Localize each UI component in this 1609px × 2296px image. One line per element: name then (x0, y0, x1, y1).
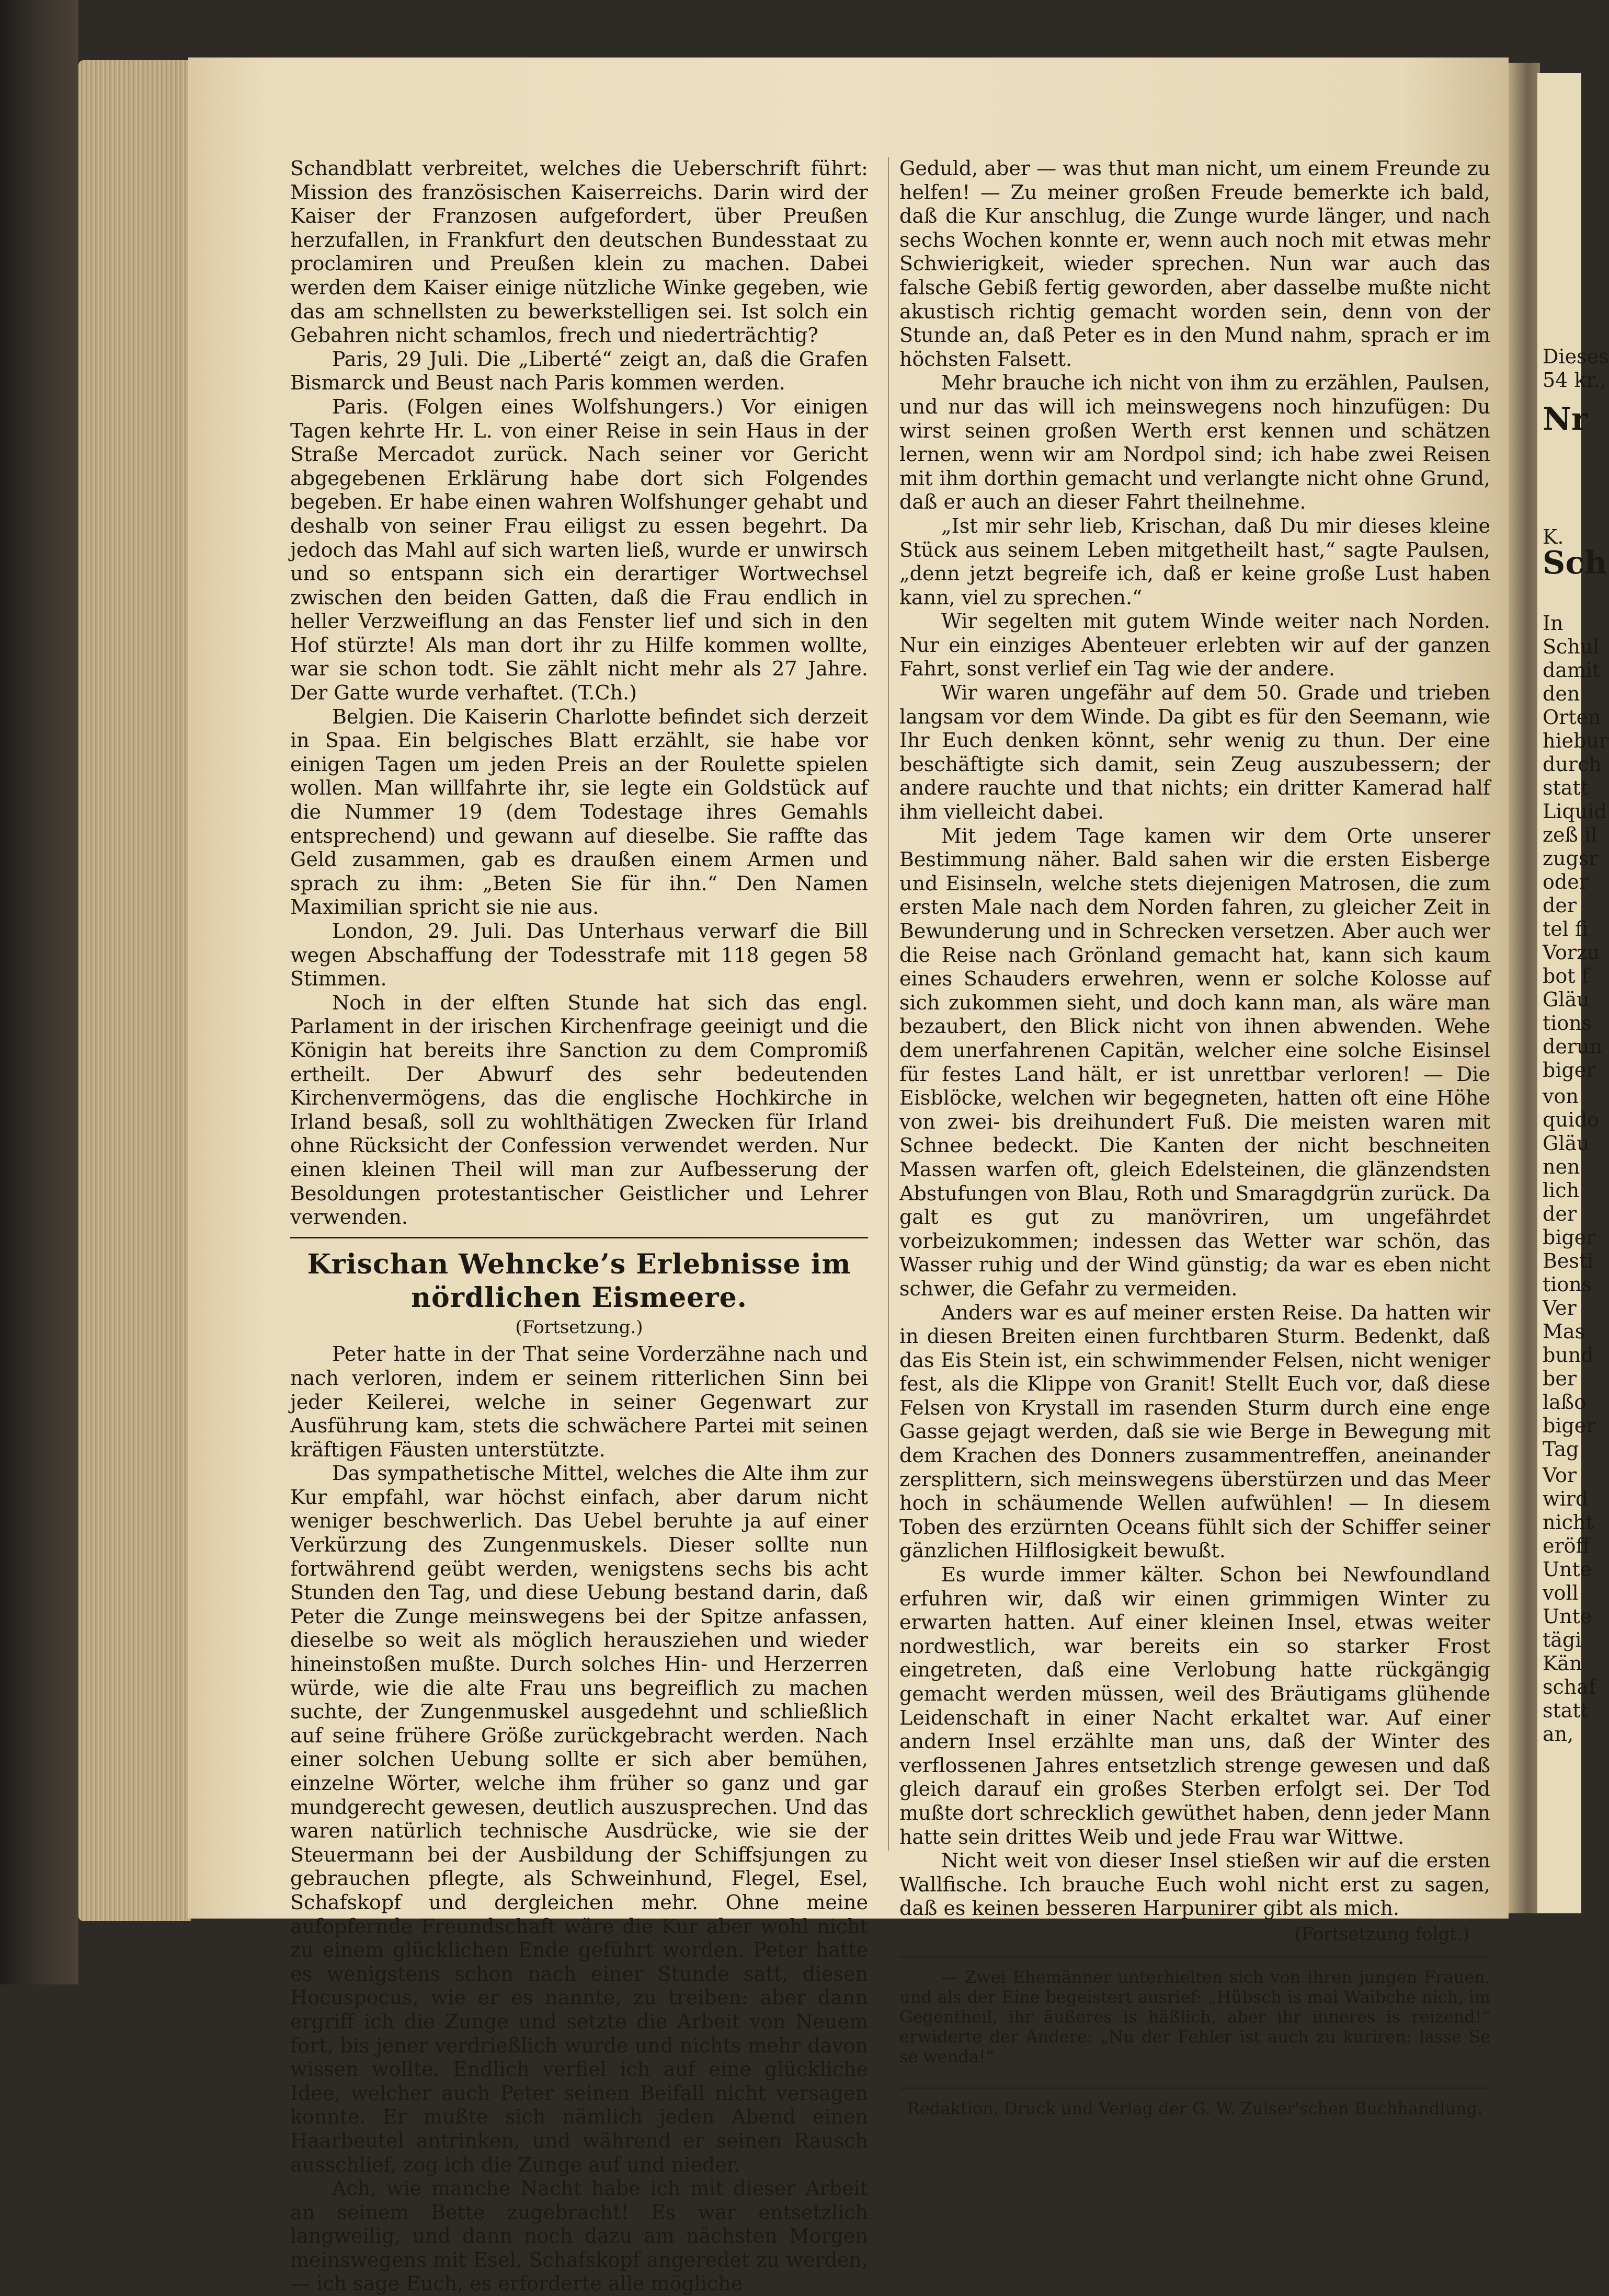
story-paragraph: Es wurde immer kälter. Schon bei Newfoundland erfuhren wir, daß wir einen grimmigen Winter zu erwarten hatten. Auf einer kleinen Insel, etwas weiter nordwestlich, war bereits ein so starker Frost eingetreten, daß eine Verlobung hatte rückgängig gemacht werden müssen, weil des Bräutigams glühende Leidenschaft in einer Nacht erkaltet war. Auf einer andern Insel erzählte man uns, daß der Winter des verflossenen Jahres entsetzlich strenge gewesen und daß gleich darauf ein großes Sterben erfolgt sei. Der Tod mußte dort schrecklich gewüthet haben, denn jeder Mann hatte sein drittes Weib und jede Frau war Wittwe. (899, 1563, 1490, 1849)
adjacent-page-fragment: Unte (1543, 1605, 1592, 1628)
left-column (290, 157, 868, 2296)
adjacent-page-fragment: eröff (1543, 1534, 1590, 1557)
adjacent-page-fragment: nicht (1543, 1511, 1594, 1534)
story-paragraph: Mit jedem Tage kamen wir dem Orte unserer Bestimmung näher. Bald sahen wir die ersten Eisberge und Eisinseln, welche stets diejenigen Matrosen, die zum ersten Male nach dem Norden fahren, zu gleicher Zeit in Bewunderung und in Schrecken versetzen. Aber auch wer die Reise nach Grönland gemacht hat, kann sich kaum eines Schauders erwehren, wenn er solche Kolosse auf sich zukommen sieht, und doch kann man, als wäre man bezaubert, den Blick nicht von ihnen abwenden. Wehe dem unerfahrenen Capitän, welcher eine solche Eisinsel für festes Land hält, er ist unrettbar verloren! — Die Eisblöcke, welchen wir begegneten, hatten oft eine Höhe von zwei- bis dreihundert Fuß. Die meisten waren mit Schnee bedeckt. Die Kanten der nicht beschneiten Massen warfen oft, gleich Edelsteinen, die glänzendsten Abstufungen von Blau, Roth und Smaragdgrün zurück. Da galt es gut zu manövriren, um ungefährdet vorbeizukommen; indessen das Wetter war schön, das Wasser ruhig und der Wind günstig; da war es eben nicht schwer, die Gefahr zu vermeiden. (899, 824, 1490, 1300)
story-subtitle: (Fortsetzung.) (515, 1316, 643, 1338)
adjacent-page-fragment: der (1543, 1202, 1577, 1225)
column-divider (888, 157, 889, 1851)
book-cover-edge (0, 0, 78, 1984)
adjacent-page-fragment: tägi (1543, 1628, 1582, 1651)
adjacent-page-fragment: Gläu (1543, 1132, 1590, 1155)
adjacent-page-fragment: 54 kr., (1543, 369, 1606, 392)
adjacent-page-fragment: biger (1543, 1414, 1596, 1437)
continuation-note: (Fortsetzung folgt.) (1294, 1923, 1469, 1945)
news-paragraph: Paris. (Folgen eines Wolfshungers.) Vor einigen Tagen kehrte Hr. L. von einer Reise in sein Haus in der Straße Mercadot zurück. Nach seiner vor Gericht abgegebenen Erklärung habe dort sich Folgendes begeben. Er habe einen wahren Wolfshunger gehabt und deshalb von seiner Frau eiligst zu essen begehrt. Da jedoch das Mahl auf sich warten ließ, wurde er unwirsch und so entspann sich ein derartiger Wortwechsel zwischen den beiden Gatten, daß die Frau endlich in heller Verzweiflung an das Fenster lief und sich in den Hof stürzte! Als man dort ihr zu Hilfe kommen wollte, war sie schon todt. Sie zählt nicht mehr als 27 Jahre. Der Gatte wurde verhaftet. (T.Ch.) (290, 395, 868, 705)
colophon: Redaktion, Druck und Verlag der G. W. Zuiser'schen Buchhandlung. (899, 2087, 1490, 2121)
adjacent-page-fragment: Liquid (1543, 800, 1607, 823)
news-paragraph: Paris, 29 Juli. Die „Liberté“ zeigt an, daß die Grafen Bismarck und Beust nach Paris kommen werden. (290, 347, 868, 395)
adjacent-page-fragment: laßo (1543, 1391, 1587, 1414)
page-stack-edge (78, 60, 191, 1921)
adjacent-page-fragment: schaf (1543, 1675, 1596, 1698)
adjacent-page-fragment: hiebur (1543, 729, 1609, 752)
adjacent-page-fragment: derun (1543, 1035, 1602, 1058)
story-paragraph: „Ist mir sehr lieb, Krischan, daß Du mir dieses kleine Stück aus seinem Leben mitgetheilt hast,“ sagte Paulsen, „denn jetzt begreife ich, daß er keine große Lust haben kann, viel zu sprechen.“ (899, 514, 1490, 609)
adjacent-page-fragment: Ver (1543, 1296, 1577, 1319)
adjacent-page-fragment: der (1543, 894, 1577, 917)
story-paragraph: Nicht weit von dieser Insel stießen wir auf die ersten Wallfische. Ich brauche Euch wohl nicht erst zu sagen, daß es keinen besseren Harpunirer gibt als mich. (899, 1849, 1490, 1920)
adjacent-page-fragment: Vor (1543, 1464, 1577, 1487)
section-rule (290, 1237, 868, 1238)
adjacent-page-fragment: Nr (1543, 401, 1588, 438)
adjacent-page-fragment: tions (1543, 1273, 1592, 1296)
adjacent-page-fragment: Sch (1543, 545, 1607, 581)
story-paragraph: Anders war es auf meiner ersten Reise. Da hatten wir in diesen Breiten einen furchtbaren Sturm. Bedenkt, daß das Eis Stein ist, ein schwimmender Felsen, nicht weniger fest, als die Klippe von Granit! Stellt Euch vor, daß diese Felsen von Krystall im rasenden Sturm durch eine enge Gasse gejagt werden, daß sie wie Berge in Bewegung mit dem Krachen des Donners zusammentreffen, aneinander zersplittern, sich meinswegens überstürzen und das Meer hoch in schäumende Wellen aufwühlen! — In diesem Toben des erzürnten Oceans fühlt sich der Schiffer seiner gänzlichen Hilflosigkeit bewußt. (899, 1301, 1490, 1563)
story-paragraph: Geduld, aber — was thut man nicht, um einem Freunde zu helfen! — Zu meiner großen Freude bemerkte ich bald, daß die Kur anschlug, die Zunge wurde länger, und nach sechs Wochen konnte er, wenn auch noch mit etwas mehr Schwierigkeit, wieder sprechen. Nun war auch das falsche Gebiß fertig geworden, aber dasselbe mußte nicht akustisch richtig gemacht worden sein, denn von der Stunde an, daß Peter es in den Mund nahm, sprach er im höchsten Falsett. (899, 157, 1490, 371)
adjacent-page-fragment: zugsr (1543, 847, 1599, 870)
adjacent-page-fragment: Gläu (1543, 988, 1590, 1011)
adjacent-page-fragment: Besti (1543, 1249, 1594, 1272)
news-paragraph: Belgien. Die Kaiserin Charlotte befindet sich derzeit in Spaa. Ein belgisches Blatt erzählt, sie habe vor einigen Tagen um jeden Preis an der Roulette spielen wollen. Man willfahrte ihr, sie legte ein Goldstück auf die Nummer 19 (dem Todestage ihres Gemahls entsprechend) und gewann auf dieselbe. Sie raffte das Geld zusammen, gab es draußen einem Armen und sprach zu ihm: „Beten Sie für ihn.“ Den Namen Maximilian spricht sie nie aus. (290, 705, 868, 919)
adjacent-page-fragment: Vorzu (1543, 941, 1600, 964)
book-gutter (1509, 63, 1540, 1913)
adjacent-page-fragment: oder (1543, 870, 1589, 893)
story-paragraph: Peter hatte in der That seine Vorderzähne nach und nach verloren, indem er seinem ritterlichen Sinn bei jeder Keilerei, welche in seiner Gegenwart zur Ausführung kam, stets die schwächere Partei mit seinen kräftigen Fäusten unterstützte. (290, 1342, 868, 1461)
adjacent-page-fragment: durch (1543, 753, 1602, 776)
adjacent-page-fragment: K. (1543, 525, 1564, 548)
section-rule (899, 1956, 1490, 1958)
adjacent-page-fragment: Kän (1543, 1652, 1582, 1675)
adjacent-page-fragment: Unte (1543, 1558, 1592, 1581)
news-paragraph: Noch in der elften Stunde hat sich das engl. Parlament in der irischen Kirchenfrage geeinigt und die Königin hat bereits ihre Sanction zu dem Compromiß ertheilt. Der Abwurf des sehr bedeutenden Kirchenvermögens, das die englische Hochkirche in Irland besaß, soll zu wohlthätigen Zwecken für Irland ohne Rücksicht der Confession verwendet werden. Nur einen kleinen Theil will man zur Aufbesserung der Besoldungen protestantischer Geistlicher und Lehrer verwenden. (290, 991, 868, 1229)
adjacent-page-fragment: statt (1543, 776, 1589, 799)
adjacent-page-fragment: Schul (1543, 635, 1600, 658)
story-paragraph: Das sympathetische Mittel, welches die Alte ihm zur Kur empfahl, war höchst einfach, aber darum nicht weniger beschwerlich. Das Uebel beruhte ja auf einer Verkürzung des Zungenmuskels. Dieser sollte nun fortwährend geübt werden, wenigstens sechs bis acht Stunden den Tag, und diese Uebung bestand darin, daß Peter die Zunge meinswegens bei der Spitze anfassen, dieselbe so weit als möglich herausziehen und wieder hineinstoßen mußte. Durch solches Hin- und Herzerren würde, wie die alte Frau uns begreiflich zu machen suchte, der Zungenmuskel ausgedehnt und schließlich auf seine frühere Größe zurückgebracht werden. Nach einer solchen Uebung sollte er sich aber bemühen, einzelne Wörter, welche ihm früher so ganz und gar mundgerecht gewesen, deutlich auszusprechen. Und das waren natürlich technische Ausdrücke, wie sie der Steuermann bei der Ausbildung der Schiffsjungen zu gebrauchen pflegte, als Schweinhund, Flegel, Esel, Schafskopf und dergleichen mehr. Ohne meine aufopfernde Freundschaft wäre die Kur aber wohl nicht zu einem glücklichen Ende geführt worden. Peter hatte es wenigstens schon nach einer Stunde satt, diesen Hocuspocus, wie er es nannte, zu treiben: aber dann ergriff ich die Zunge und setzte die Arbeit von Neuem fort, bis jener verdrießlich wurde und nichts mehr davon wissen wollte. Endlich verfiel ich auf eine glückliche Idee, welcher auch Peter seinen Beifall nicht versagen konnte. Er mußte sich nämlich jeden Abend einen Haarbeutel antrinken, und während er seinen Rausch ausschlief, zog ich die Zunge auf und nieder. (290, 1462, 868, 2176)
adjacent-page-fragment: tel fi (1543, 917, 1589, 940)
adjacent-page-fragment: Orten (1543, 706, 1601, 729)
adjacent-page-fragment: In (1543, 612, 1564, 635)
adjacent-page-fragment: biger (1543, 1059, 1596, 1082)
right-column (899, 157, 1490, 2120)
adjacent-page-fragment: tions (1543, 1012, 1592, 1035)
story-paragraph: Mehr brauche ich nicht von ihm zu erzählen, Paulsen, und nur das will ich meinswegens noch hinzufügen: Du wirst seinen großen Werth erst kennen und schätzen lernen, wenn wir am Nordpol sind; ich habe zwei Reisen mit ihm dorthin gemacht und verlangte nicht ohne Grund, daß er auch an dieser Fahrt theilnehme. (899, 371, 1490, 514)
adjacent-page-fragment: zeß il (1543, 823, 1597, 846)
news-paragraph: Schandblatt verbreitet, welches die Ueberschrift führt: Mission des französischen Kaiserreichs. Darin wird der Kaiser der Franzosen aufgefordert, über Preußen herzufallen, in Frankfurt den deutschen Bundesstaat zu proclamiren und Preußen klein zu machen. Dabei werden dem Kaiser einige nützliche Winke gegeben, wie das am schnellsten zu bewerkstelligen sei. Ist solch ein Gebahren nicht schamlos, frech und niederträchtig? (290, 157, 868, 347)
adjacent-page-fragment: wird (1543, 1487, 1589, 1510)
adjacent-page-fragment: ber (1543, 1367, 1577, 1390)
adjacent-page-fragment: Mas (1543, 1320, 1585, 1343)
anecdote-paragraph: — Zwei Ehemänner unterhielten sich von ihren jungen Frauen, und als der Eine begeistert ausrief: „Hübsch is mai Waibche nich, im Gegentheil, ihr äußeres is häßlich, aber ihr inneres is reizend!“ erwiderte der Andere: „Nu der Fehler ist auch zu kuriren: lasse Se se wenda!“ (899, 1967, 1490, 2067)
adjacent-page-fragment: den (1543, 682, 1580, 705)
adjacent-page-fragment: nen (1543, 1155, 1580, 1178)
story-title: Krischan Wehncke’s Erlebnisse im nördlichen Eismeere. (307, 1248, 851, 1314)
adjacent-page-fragment: quido (1543, 1108, 1600, 1131)
adjacent-page-fragment: bot f (1543, 965, 1589, 988)
adjacent-page-fragment: Dieses (1543, 345, 1609, 368)
adjacent-page-fragment: bund (1543, 1344, 1594, 1367)
story-paragraph: Wir waren ungefähr auf dem 50. Grade und trieben langsam vor dem Winde. Da gibt es für den Seemann, wie Ihr Euch denken könnt, sehr wenig zu thun. Der eine beschäftigte sich damit, sein Zeug auszubessern; der andere rauchte und that nichts; ein dritter Kamerad half ihm vielleicht dabei. (899, 681, 1490, 824)
adjacent-page-fragment: biger (1543, 1226, 1596, 1249)
adjacent-page-fragment: voll (1543, 1581, 1579, 1604)
adjacent-page-fragment: damit (1543, 659, 1601, 682)
news-paragraph: London, 29. Juli. Das Unterhaus verwarf die Bill wegen Abschaffung der Todesstrafe mit 118 gegen 58 Stimmen. (290, 920, 868, 991)
adjacent-page-fragment: an, (1543, 1723, 1574, 1746)
story-paragraph: Wir segelten mit gutem Winde weiter nach Norden. Nur ein einziges Abenteuer erlebten wir auf der ganzen Fahrt, sonst verlief ein Tag wie der andere. (899, 610, 1490, 681)
story-paragraph: Ach, wie manche Nacht habe ich mit dieser Arbeit an seinem Bette zugebracht! Es war entsetzlich langweilig, und dann noch dazu am nächsten Morgen meinswegens mit Esel, Schafskopf angeredet zu werden, — ich sage Euch, es erforderte alle mögliche (290, 2177, 868, 2295)
adjacent-page-fragment: statt (1543, 1699, 1589, 1722)
adjacent-page-fragment: Tag (1543, 1438, 1579, 1461)
adjacent-page-fragment: lich (1543, 1179, 1580, 1202)
adjacent-page-fragment: von (1543, 1085, 1579, 1108)
